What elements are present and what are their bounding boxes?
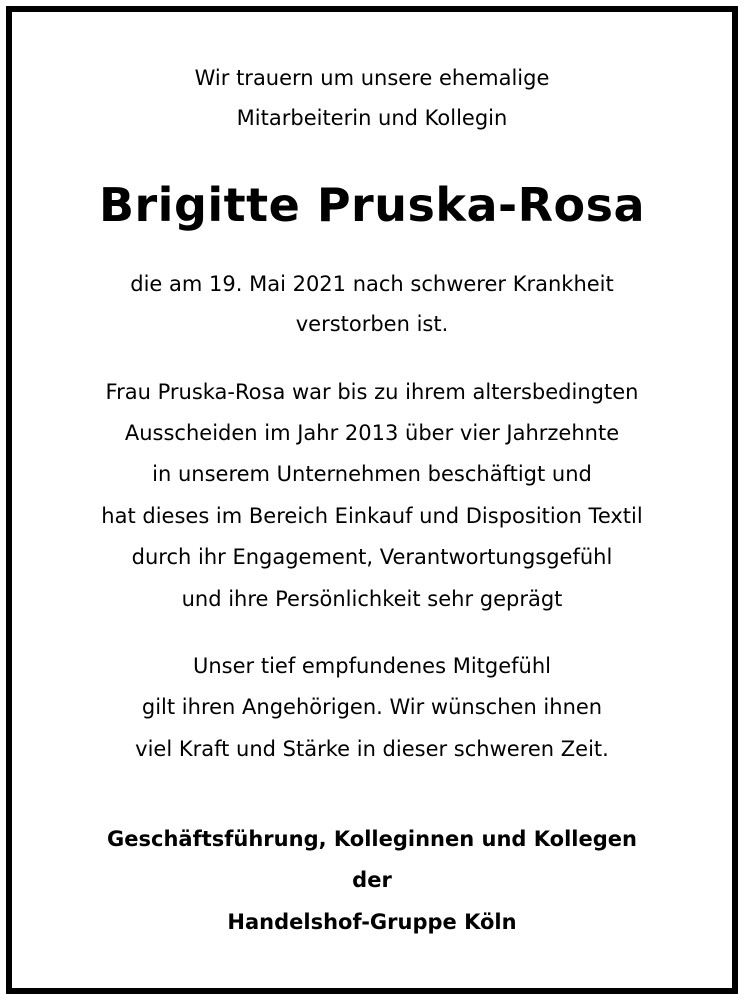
condolence-line: gilt ihren Angehörigen. Wir wünschen ihnen [141,695,603,719]
tribute-line: Ausscheiden im Jahr 2013 über vier Jahrzehnte [124,421,620,445]
intro-line: Wir trauern um unsere ehemalige [194,66,550,90]
tribute-line: in unserem Unternehmen beschäftigt und [152,462,592,486]
condolence-line: Unser tief empfundenes Mitgefühl [192,654,551,678]
tribute-line: Frau Pruska-Rosa war bis zu ihrem altersbedingten [105,380,639,404]
signature-line: Geschäftsführung, Kolleginnen und Kollegen [107,827,637,851]
signature-line: Handelshof-Gruppe Köln [227,910,517,934]
death-line: verstorben ist. [295,312,449,336]
deceased-name: Brigitte Pruska-Rosa [98,178,646,232]
signature-line: der [352,868,392,892]
tribute-line: durch ihr Engagement, Verantwortungsgefühl [131,545,613,569]
tribute-line: und ihre Persönlichkeit sehr geprägt [181,587,563,611]
intro-line: Mitarbeiterin und Kollegin [236,106,508,130]
obituary-frame [6,6,738,994]
tribute-line: hat dieses im Bereich Einkauf und Disposition Textil [101,504,643,528]
death-line: die am 19. Mai 2021 nach schwerer Krankheit [130,272,614,296]
condolence-line: viel Kraft und Stärke in dieser schweren Zeit. [135,737,609,761]
